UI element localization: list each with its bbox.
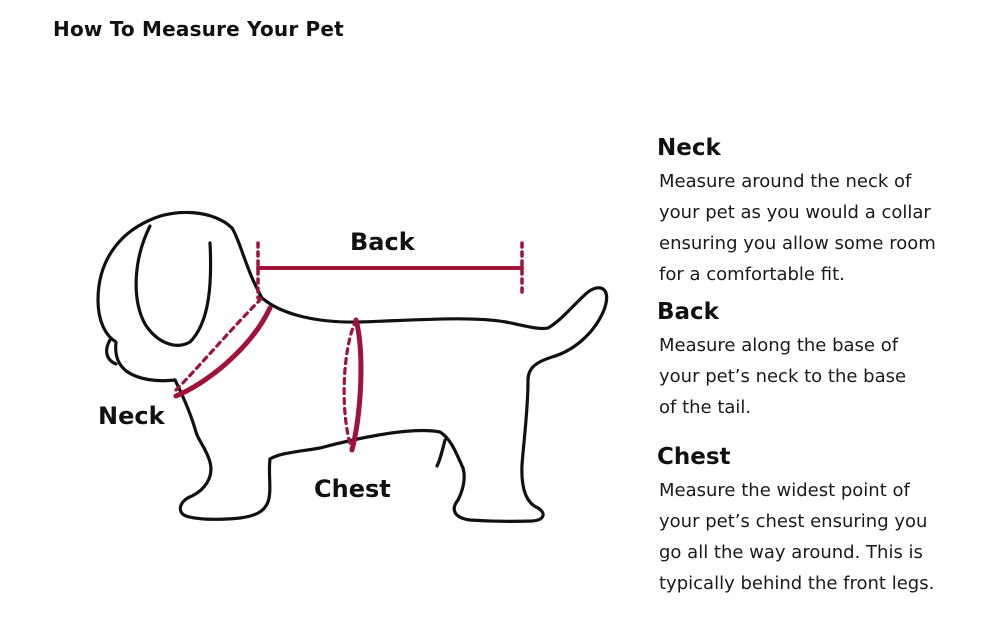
chest-text-line: go all the way around. This is bbox=[659, 542, 923, 563]
dog-ear-outline bbox=[136, 226, 210, 345]
neck-text-line: Measure around the neck of bbox=[659, 171, 912, 192]
back-text-line: of the tail. bbox=[659, 397, 752, 418]
neck-measurement bbox=[176, 298, 270, 396]
neck-heading: Neck bbox=[657, 135, 721, 161]
neck-section bbox=[657, 132, 987, 290]
measurement-instructions bbox=[657, 132, 987, 599]
chest-heading: Chest bbox=[657, 444, 731, 470]
neck-text-line: for a comfortable fit. bbox=[659, 264, 845, 285]
chest-measurement bbox=[344, 320, 361, 450]
chest-label: Chest bbox=[314, 475, 391, 503]
chest-text-line: your pet’s chest ensuring you bbox=[659, 511, 928, 532]
dog-hind-leg-outline bbox=[454, 380, 543, 521]
dog-inner-leg-outline bbox=[437, 440, 445, 466]
back-text-line: your pet’s neck to the base bbox=[659, 366, 907, 387]
neck-label: Neck bbox=[98, 402, 165, 430]
dog-back-outline bbox=[262, 288, 607, 380]
chest-text-line: Measure the widest point of bbox=[659, 480, 910, 501]
page-title: How To Measure Your Pet bbox=[53, 17, 344, 41]
chest-text-line: typically behind the front legs. bbox=[659, 573, 935, 594]
back-section bbox=[657, 296, 987, 423]
dog-belly-outline bbox=[270, 431, 463, 468]
back-label: Back bbox=[350, 228, 415, 256]
neck-text-line: your pet as you would a collar bbox=[659, 202, 931, 223]
back-text-line: Measure along the base of bbox=[659, 335, 899, 356]
chest-section bbox=[657, 441, 987, 599]
dog-front-leg-outline bbox=[175, 380, 270, 519]
neck-measure-ring bbox=[176, 308, 270, 396]
back-heading: Back bbox=[657, 299, 719, 325]
neck-text-line: ensuring you allow some room bbox=[659, 233, 936, 254]
chest-measure-ring bbox=[352, 320, 361, 450]
